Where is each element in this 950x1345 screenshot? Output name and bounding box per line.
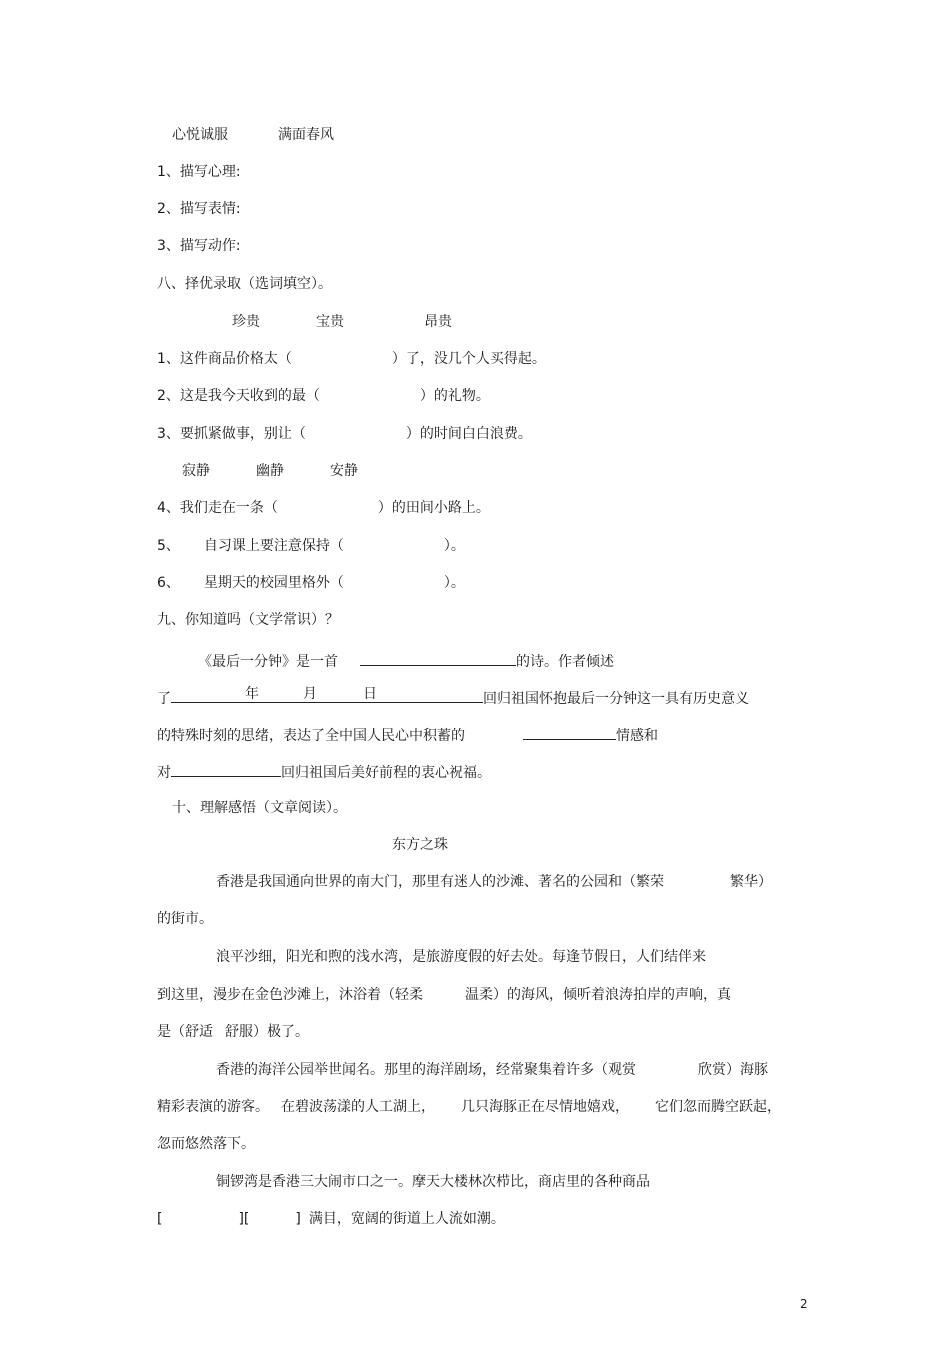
paragraph-2-line-2 [157, 985, 731, 1005]
question-text: 自习课上要注意保持（ [203, 538, 344, 554]
literature-line-1 [198, 649, 614, 672]
question-text: 这件商品价格太（ [179, 351, 292, 367]
paragraph-4-line-2 [157, 1209, 505, 1229]
article-title: 东方之珠 [392, 837, 448, 853]
word-option: 安静 [330, 463, 358, 479]
literature-line-3 [157, 723, 658, 746]
fill-blank-emotion[interactable] [523, 723, 616, 740]
question-2 [157, 386, 490, 406]
question-text: ）的礼物。 [419, 388, 490, 404]
paragraph-text: 舒服）极了。 [225, 1024, 309, 1040]
question-text: ）。 [443, 575, 465, 591]
word-option: 昂贵 [424, 314, 452, 330]
paragraph-text: 几只海豚正在尽情地嬉戏， [461, 1099, 629, 1115]
section10-heading: 十、理解感悟（文章阅读）。 [172, 800, 347, 816]
fill-blank-place[interactable] [171, 760, 281, 777]
bracket: ][ [238, 1211, 250, 1227]
paragraph-text: 是（舒适 [157, 1024, 213, 1040]
literature-text: 对 [157, 765, 171, 781]
idiom-2: 满面春风 [278, 127, 334, 143]
describe-psychology: 1、描写心理: [157, 164, 241, 180]
idiom-row [172, 125, 334, 145]
paragraph-text: 欣赏）海豚 [698, 1062, 768, 1078]
describe-expression: 2、描写表情: [157, 201, 241, 217]
paragraph-3-line-3: 忽而悠然落下。 [157, 1136, 255, 1152]
paragraph-text: 到这里，漫步在金色沙滩上，沐浴着（轻柔 [157, 987, 423, 1003]
paragraph-1-line-1 [216, 872, 772, 892]
paragraph-text: 满目，宽阔的街道上人流如潮。 [308, 1211, 505, 1227]
bracket: [ [157, 1211, 163, 1227]
paragraph-3-line-2 [157, 1097, 781, 1117]
month-label: 月 [303, 686, 317, 702]
question-text: ）的时间白白浪费。 [405, 426, 532, 442]
question-number: 5、 [157, 538, 180, 554]
question-number: 4、 [157, 500, 180, 516]
question-text: ）。 [443, 538, 465, 554]
word-choice-row-2 [182, 461, 358, 481]
paragraph-text: 香港是我国通向世界的南大门，那里有迷人的沙滩、著名的公园和（繁荣 [216, 874, 664, 890]
literature-text: 的特殊时刻的思绪，表达了全中国人民心中积蓄的 [157, 728, 465, 744]
day-label: 日 [363, 686, 377, 702]
question-text: 这是我今天收到的最（ [179, 388, 320, 404]
paragraph-text: 香港的海洋公园举世闻名。那里的海洋剧场，经常聚集着许多（观赏 [216, 1062, 636, 1078]
fill-blank-date[interactable] [171, 686, 483, 703]
question-number: 2、 [157, 388, 180, 404]
literature-text: 回归祖国后美好前程的衷心祝福。 [281, 765, 491, 781]
word-option: 寂静 [182, 463, 210, 479]
paragraph-3-line-1 [216, 1060, 768, 1080]
paragraph-2-line-1: 浪平沙细，阳光和煦的浅水湾，是旅游度假的好去处。每逢节假日，人们结伴来 [216, 949, 706, 965]
literature-text: 情感和 [616, 728, 658, 744]
paragraph-4-line-1: 铜锣湾是香港三大闹市口之一。摩天大楼林次栉比，商店里的各种商品 [216, 1174, 650, 1190]
year-label: 年 [245, 686, 259, 702]
paragraph-text: 温柔）的海风，倾听着浪涛拍岸的声响，真 [465, 987, 731, 1003]
question-number: 3、 [157, 426, 180, 442]
literature-line-4 [157, 760, 491, 783]
question-number: 1、 [157, 351, 180, 367]
question-text: 要抓紧做事，别让（ [179, 426, 306, 442]
literature-text: 了 [157, 691, 171, 707]
question-5 [157, 536, 465, 556]
literature-text: 的诗。作者倾述 [516, 654, 614, 670]
question-3 [157, 424, 532, 444]
literature-line-2 [157, 686, 749, 709]
question-4 [157, 498, 490, 518]
question-6 [157, 573, 465, 593]
question-text: ）了，没几个人买得起。 [391, 351, 546, 367]
section8-heading: 八、择优录取（选词填空）。 [157, 276, 332, 292]
paragraph-1-line-2: 的街市。 [157, 911, 213, 927]
paragraph-text: 它们忽而腾空跃起， [655, 1099, 781, 1115]
question-1 [157, 349, 546, 369]
section9-heading: 九、你知道吗（文学常识）？ [157, 612, 339, 628]
literature-text: 《最后一分钟》是一首 [198, 654, 338, 670]
paragraph-text: 在碧波荡漾的人工湖上， [281, 1099, 435, 1115]
literature-text: 回归祖国怀抱最后一分钟这一具有历史意义 [483, 691, 749, 707]
question-text: ）的田间小路上。 [377, 500, 490, 516]
fill-blank-poem-type[interactable] [360, 649, 516, 666]
paragraph-2-line-3 [157, 1022, 309, 1042]
idiom-1: 心悦诚服 [172, 127, 228, 143]
bracket: ] [295, 1211, 301, 1227]
word-option: 珍贵 [232, 314, 260, 330]
paragraph-text: 繁华） [730, 874, 772, 890]
question-text: 星期天的校园里格外（ [203, 575, 344, 591]
word-choice-row-1 [232, 312, 452, 332]
question-number: 6、 [157, 575, 180, 591]
describe-action: 3、描写动作: [157, 238, 241, 254]
page-number: 2 [800, 1297, 808, 1311]
word-option: 宝贵 [316, 314, 344, 330]
word-option: 幽静 [256, 463, 284, 479]
paragraph-text: 精彩表演的游客。 [157, 1099, 269, 1115]
question-text: 我们走在一条（ [179, 500, 278, 516]
